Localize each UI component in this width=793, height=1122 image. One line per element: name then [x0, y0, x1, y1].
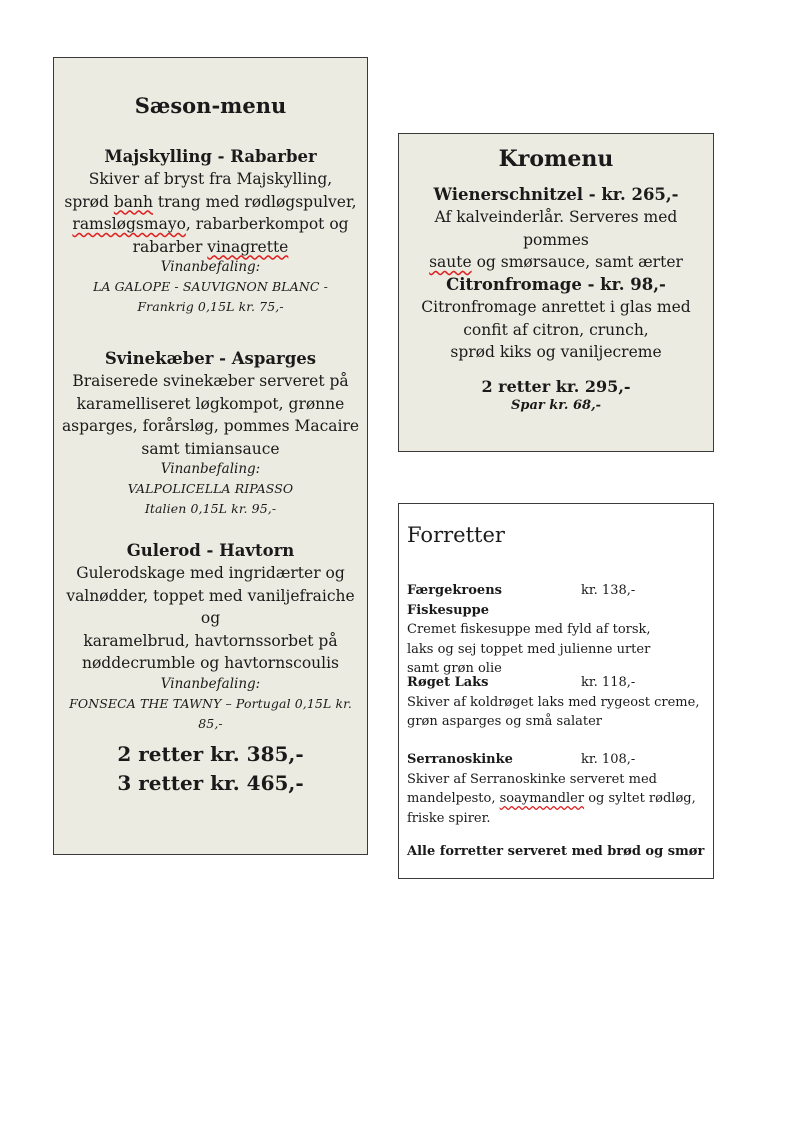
wine-line: FONSECA THE TAWNY – Portugal 0,15L kr.	[69, 695, 352, 711]
deal-savings: Spar kr. 68,-	[510, 398, 601, 413]
forretter-panel	[398, 503, 714, 879]
dish-description: Skiver af bryst fra Majskylling, sprød banh trang med rødløgspulver, ramsløgsmayo, rabarberkompot og rabarber vinagrette	[64, 170, 357, 256]
starter-roget-laks: Røget Laks kr. 118,- Skiver af koldrøget laks med rygeost creme, grøn asparges og små salater	[407, 675, 700, 729]
dish-title: Citronfromage	[446, 275, 582, 294]
dish-citronfromage	[401, 274, 711, 364]
dish-gulerod	[58, 540, 363, 734]
kromenu-title: Kromenu	[498, 146, 614, 172]
price-three-courses: 3 retter kr. 465,-	[117, 771, 304, 795]
forretter-note: Alle forretter serveret med brød og smør	[407, 844, 705, 859]
dish-title: Svinekæber - Asparges	[104, 349, 317, 368]
dish-description: Gulerodskage med ingridærter og valnødder, toppet med vaniljefraiche og karamelbrud, havtornssorbet på nøddecrumble og havtornscoulis	[66, 564, 355, 672]
dish-description: Citronfromage anrettet i glas med confit af citron, crunch, sprød kiks og vaniljecreme	[421, 298, 691, 361]
season-menu-panel	[53, 57, 368, 855]
dish-title: Gulerod - Havtorn	[126, 541, 295, 560]
dish-svinekaeber	[58, 348, 363, 519]
wine-line: LA GALOPE - SAUVIGNON BLANC -	[93, 279, 328, 294]
dish-price: - kr. 265,-	[583, 185, 679, 204]
wine-line: 85,-	[198, 715, 223, 731]
price-two-courses: 2 retter kr. 385,-	[117, 742, 304, 766]
dish-wienerschnitzel	[401, 184, 711, 274]
kromenu-deal	[401, 376, 711, 415]
wine-line: VALPOLICELLA RIPASSO	[127, 481, 294, 496]
starter-price: kr. 108,-	[581, 752, 636, 767]
starter-price: kr. 118,-	[581, 675, 636, 690]
dish-description: Braiserede svinekæber serveret på karamelliseret løgkompot, grønne asparges, forårsløg, pommes Macaire samt timiansauce	[61, 372, 360, 458]
season-menu-title: Sæson-menu	[134, 93, 287, 118]
season-prices	[58, 740, 363, 798]
dish-description: Af kalveinderlår. Serveres med pommes saute og smørsauce, samt ærter	[429, 208, 683, 271]
dish-price: - kr. 98,-	[581, 275, 666, 294]
starter-name: Færgekroens Fiskesuppe	[407, 583, 502, 618]
dish-title: Wienerschnitzel	[433, 185, 584, 204]
wine-heading: Vinanbefaling:	[160, 675, 261, 692]
starter-fiskesuppe: Færgekroens Fiskesuppe kr. 138,- Cremet fiskesuppe med fyld af torsk, laks og sej toppet med julienne urter samt grøn olie	[407, 583, 651, 676]
dish-majskylling	[58, 146, 363, 317]
dish-title: Majskylling - Rabarber	[104, 147, 317, 166]
deal-price: 2 retter kr. 295,-	[481, 377, 631, 396]
wine-line: Italien 0,15L kr. 95,-	[144, 501, 277, 516]
wine-heading: Vinanbefaling:	[160, 461, 261, 477]
wine-heading: Vinanbefaling:	[160, 259, 261, 275]
starter-price: kr. 138,-	[581, 583, 636, 598]
wine-line: Frankrig 0,15L kr. 75,-	[137, 299, 284, 314]
forretter-title: Forretter	[407, 523, 505, 547]
starter-serranoskinke: Serranoskinke kr. 108,- Skiver af Serranoskinke serveret med mandelpesto, soaymandler og syltet rødløg, friske spirer.	[407, 752, 696, 826]
kromenu-panel	[398, 133, 714, 452]
starter-name: Røget Laks	[407, 675, 489, 690]
starter-name: Serranoskinke	[407, 752, 513, 767]
